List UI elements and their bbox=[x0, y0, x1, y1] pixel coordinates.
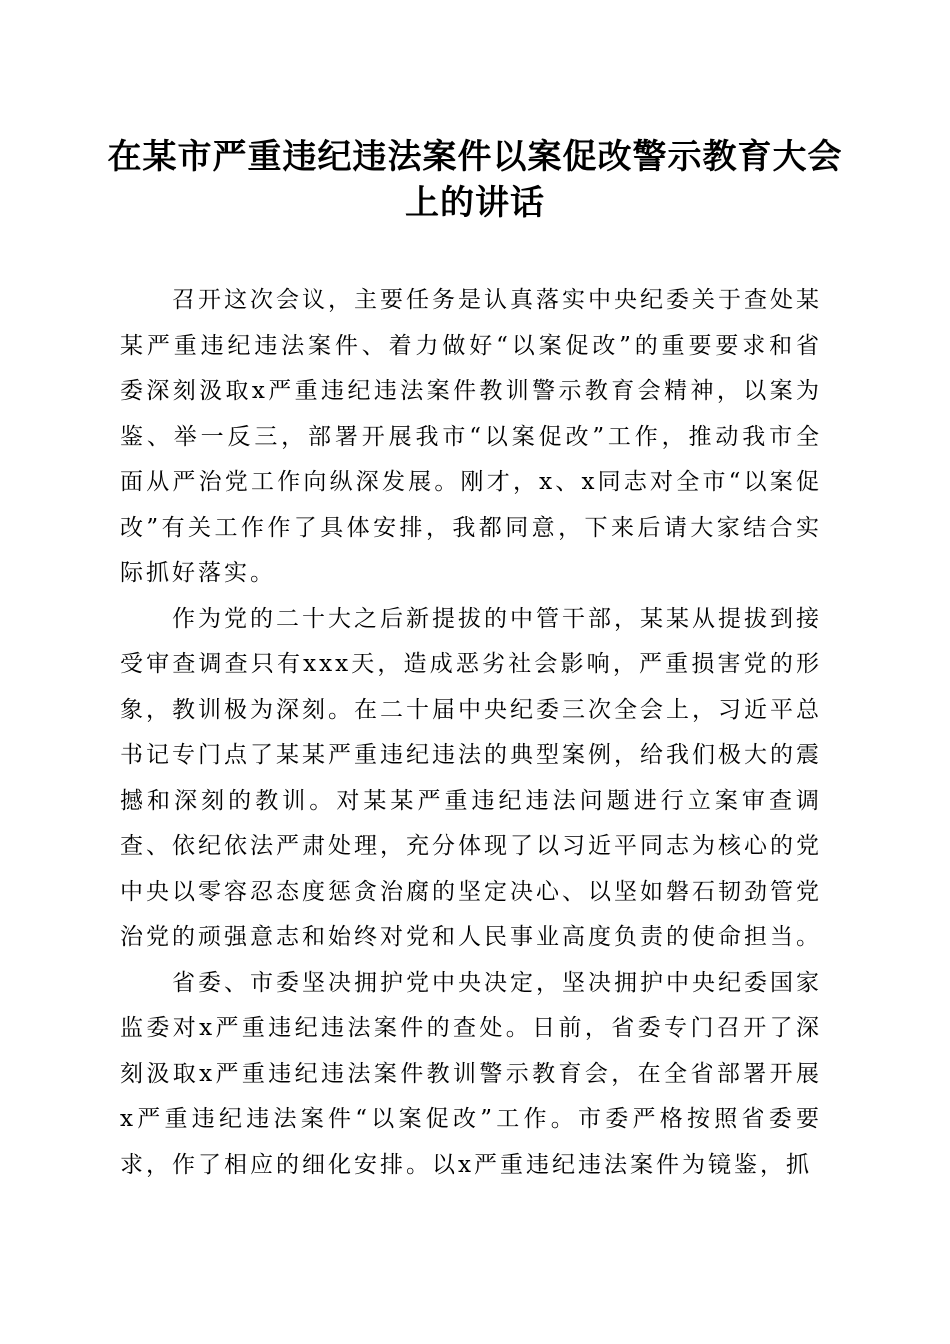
paragraph: 省委、市委坚决拥护党中央决定，坚决拥护中央纪委国家监委对x严重违纪违法案件的查处。日前，省委专门召开了深刻汲取x严重违纪违法案件教训警示教育会，在全省部署开展x严重违纪违法案件“以案促改”工作。市委严格按照省委要求，作了相应的细化安排。以x严重违纪违法案件为镜鉴，抓 bbox=[120, 969, 822, 1178]
document-title: 在某市严重违纪违法案件以案促改警示教育大会上的讲话 bbox=[107, 137, 843, 223]
document-body bbox=[120, 278, 822, 1188]
paragraph: 召开这次会议，主要任务是认真落实中央纪委关于查处某某严重违纪违法案件、着力做好“以案促改”的重要要求和省委深刻汲取x严重违纪违法案件教训警示教育会精神，以案为鉴、举一反三，部署开展我市“以案促改”工作，推动我市全面从严治党工作向纵深发展。刚才，x、x同志对全市“以案促改”有关工作作了具体安排，我都同意，下来后请大家结合实际抓好落实。 bbox=[120, 287, 822, 586]
paragraph: 作为党的二十大之后新提拔的中管干部，某某从提拔到接受审查调查只有xxx天，造成恶劣社会影响，严重损害党的形象，教训极为深刻。在二十届中央纪委三次全会上，习近平总书记专门点了某某严重违纪违法的典型案例，给我们极大的震撼和深刻的教训。对某某严重违纪违法问题进行立案审查调查、依纪依法严肃处理，充分体现了以习近平同志为核心的党中央以零容忍态度惩贪治腐的坚定决心、以坚如磐石韧劲管党治党的顽强意志和始终对党和人民事业高度负责的使命担当。 bbox=[120, 605, 822, 950]
